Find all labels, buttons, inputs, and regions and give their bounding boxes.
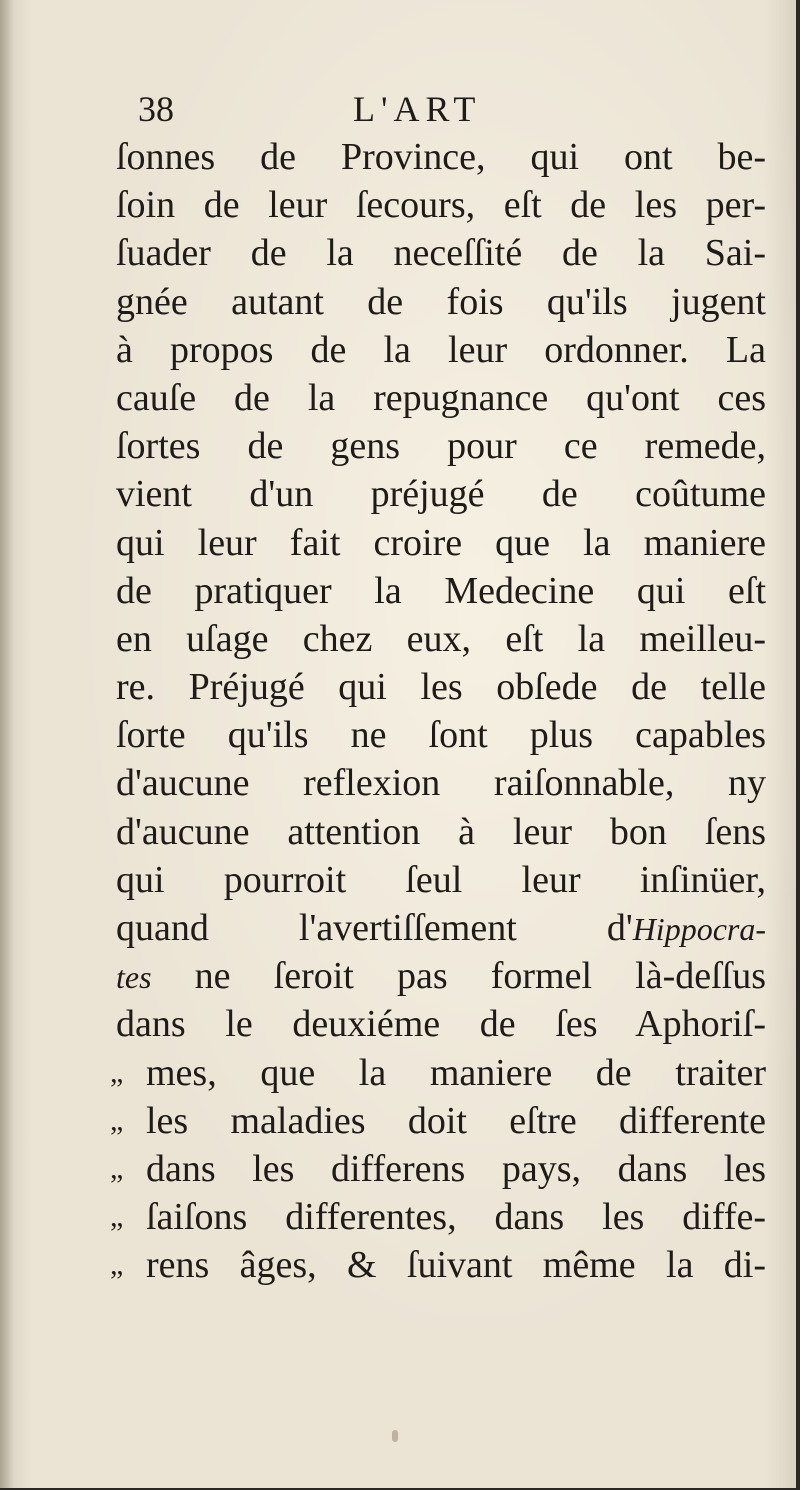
text-line: gnée autant de fois qu'ils jugent — [116, 280, 766, 323]
running-head — [138, 86, 658, 132]
running-title: L'ART — [353, 89, 482, 129]
quoted-line: „ dans les differens pays, dans les — [116, 1145, 766, 1193]
text-line: d'aucune reflexion raiſonnable, ny — [116, 762, 766, 805]
text-line: ſuader de la neceſſité de la Sai- — [116, 232, 766, 275]
quoted-line: „ rens âges, & ſuivant même la di- — [116, 1241, 766, 1289]
text-line: qui pourroit ſeul leur inſinüer, — [116, 858, 766, 901]
gutter-shadow — [0, 0, 14, 1488]
text-line: ſonnes de Province, qui ont be- — [116, 136, 766, 178]
italic-name: tes — [116, 959, 152, 996]
text-line: ſoin de leur ſecours, eſt de les per- — [116, 184, 766, 227]
quote-mark: „ — [110, 1151, 124, 1185]
text-line: ſorte qu'ils ne ſont plus capables — [116, 714, 766, 757]
italic-name: Hippocra- — [632, 911, 766, 947]
ink-stain — [392, 1430, 398, 1442]
text-line: quand l'avertiſſement d'Hippocra- — [116, 907, 766, 949]
text-line: ſortes de gens pour ce remede, — [116, 425, 766, 468]
quoted-line: „ mes, que la maniere de traiter — [116, 1049, 766, 1097]
text-line: en uſage chez eux, eſt la meilleu- — [116, 617, 766, 660]
quoted-line: „ ſaiſons differentes, dans les diffe- — [116, 1193, 766, 1241]
quote-mark: „ — [110, 1055, 124, 1089]
body-text — [110, 133, 766, 1290]
text-line: cauſe de la repugnance qu'ont ces — [116, 376, 766, 419]
text-line: tes ne ſeroit pas formel là-deſſus — [116, 955, 766, 998]
text-line: d'aucune attention à leur bon ſens — [116, 810, 766, 853]
text-line: de pratiquer la Medecine qui eſt — [116, 569, 766, 612]
text-line: à propos de la leur ordonner. La — [116, 328, 766, 371]
quote-mark: „ — [110, 1200, 124, 1234]
text-line: vient d'un préjugé de coûtume — [116, 473, 766, 516]
text-line: dans le deuxiéme de ſes Aphoriſ- — [116, 1003, 766, 1046]
quoted-line: „ les maladies doit eſtre differente — [116, 1097, 766, 1145]
text-line: re. Préjugé qui les obſede de telle — [116, 666, 766, 709]
quote-mark: „ — [110, 1248, 124, 1282]
text-line: qui leur fait croire que la maniere — [116, 521, 766, 564]
page-number: 38 — [138, 89, 174, 129]
quote-mark: „ — [110, 1103, 124, 1137]
